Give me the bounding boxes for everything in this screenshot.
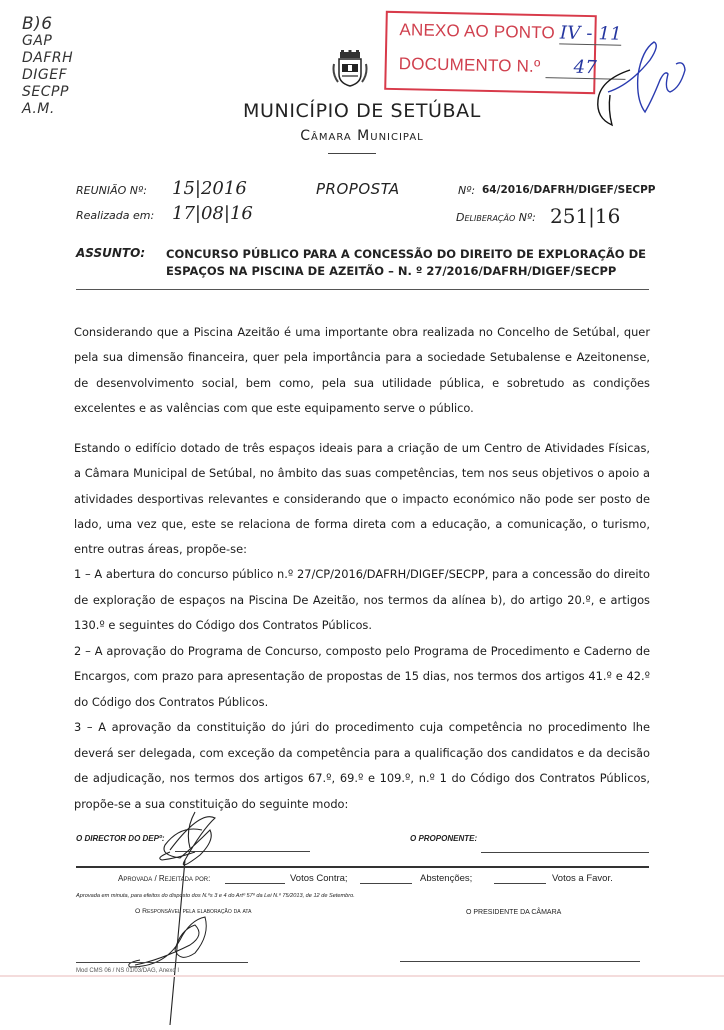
annex-stamp [384, 11, 623, 94]
proposal-item-1: 1 – A abertura do concurso público n.º 27/CP/2016/DAFRH/DIGEF/SECPP, para a concessão do direito de exploração de espaços na Piscina De Azeitão, nos termos da alínea b), do artigo 20.º, e artigos 130.º e seguintes do Código dos Contratos Públicos. [74, 567, 650, 632]
chamber-title: Câmara Municipal [300, 128, 424, 144]
body-paragraph-1: Considerando que a Piscina Azeitão é uma importante obra realizada no Concelho de Setúbal, quer pela sua dimensão financeira, quer pela importância para a sociedade Setubalense e Azeitonense, de desenvolvimento social, bem como, pela sua utilidade pública, e sobretudo as condições excelentes e as valências com que este equipamento serve o público. [74, 325, 650, 415]
stamp-document-value: 47 [545, 56, 625, 80]
municipality-title: MUNICÍPIO DE SETÚBAL [243, 100, 481, 122]
deliberacao-value: 251|16 [550, 204, 621, 228]
votos-favor-label: Votos a Favor. [552, 873, 613, 884]
proponente-signature-line [481, 852, 649, 853]
abstencoes-label: Abstenções; [420, 873, 473, 884]
presidente-signature-line [400, 961, 640, 962]
proposal-items [74, 562, 650, 817]
reuniao-label: REUNIÃO Nº: [76, 184, 147, 197]
responsavel-label: O Responsável pela elaboração da ata [135, 908, 252, 915]
approval-divider [76, 866, 649, 868]
routing-note: SECPP [22, 84, 69, 100]
responsavel-signature-line [76, 962, 248, 963]
votos-contra-field[interactable] [360, 883, 412, 884]
abstencoes-field[interactable] [494, 883, 546, 884]
assunto-text: CONCURSO PÚBLICO PARA A CONCESSÃO DO DIREITO DE EXPLORAÇÃO DE ESPAÇOS NA PISCINA DE AZEITÃO – N. º 27/2016/DAFRH/DIGEF/SECPP [166, 247, 646, 278]
stamp-document-label: DOCUMENTO N.º [398, 54, 541, 77]
realizada-value: 17|08|16 [172, 203, 253, 224]
routing-note: DIGEF [22, 67, 68, 83]
reuniao-value: 15|2016 [172, 178, 247, 199]
form-code: Mod CMS 06 / NS 01/03/DAG, Anexo I [76, 968, 180, 974]
stamp-annex-value: IV - 11 [559, 22, 623, 45]
stamp-annex-label: ANEXO AO PONTO [399, 20, 556, 43]
presidente-label: O PRESIDENTE DA CÂMARA [466, 909, 562, 916]
realizada-label: Realizada em: [76, 209, 155, 222]
signature-top [590, 30, 690, 140]
director-label: O DIRECTOR DO DEPº: [76, 834, 165, 843]
municipal-crest-icon [332, 50, 368, 88]
routing-note: B)6 [22, 14, 53, 34]
header-divider [328, 153, 376, 154]
responsavel-signature [120, 905, 240, 975]
proponente-label: O PROPONENTE: [410, 834, 478, 843]
routing-note: A.M. [22, 101, 55, 117]
routing-note: DAFRH [22, 50, 74, 66]
assunto-divider [76, 289, 649, 290]
proposal-item-3: 3 – A aprovação da constituição do júri do procedimento cuja competência no procedimento lhe deverá ser delegada, com exceção da competência para a qualificação dos candidatos e da decisão de adjudicação, nos termos dos artigos 67.º, 69.º e 109.º, n.º 1 do Código dos Contratos Públicos, propõe-se a sua constituição do seguinte modo: [74, 720, 650, 811]
votos-contra-label: Votos Contra; [290, 873, 348, 884]
proposal-item-2: 2 – A aprovação do Programa de Concurso, composto pelo Programa de Procedimento e Caderno de Encargos, com prazo para apresentação de propostas de 15 dias, nos termos dos artigos 41.º e 42.º do Código dos Contratos Públicos. [74, 643, 650, 709]
numero-label: Nº: [458, 184, 476, 197]
page-edge-line [0, 975, 724, 977]
numero-value: 64/2016/DAFRH/DIGEF/SECPP [482, 184, 656, 196]
assunto-label: ASSUNTO: [76, 246, 146, 260]
aprovada-label: Aprovada / Rejeitada por: [118, 874, 211, 883]
aprovada-field[interactable] [225, 883, 285, 884]
minuta-note: Aprovada em minuta, para efeitos do disposto dos N.ºs 3 e 4 do Artº 57º da Lei N.º 75/2013, de 12 de Setembro. [76, 893, 355, 899]
deliberacao-label: Deliberação Nº: [456, 211, 536, 224]
body-paragraph-2: Estando o edifício dotado de três espaços ideais para a criação de um Centro de Atividades Físicas, a Câmara Municipal de Setúbal, no âmbito das suas competências, tem nos seus objetivos o apoio a atividades desportivas relevantes e considerando que o impacto económico não pode ser posto de lado, uma vez que, este se relaciona de forma direta com a educação, a comunicação, o turismo, entre outras áreas, propõe-se: [74, 441, 650, 557]
routing-note: GAP [22, 33, 53, 49]
proposta-heading: PROPOSTA [316, 180, 400, 198]
